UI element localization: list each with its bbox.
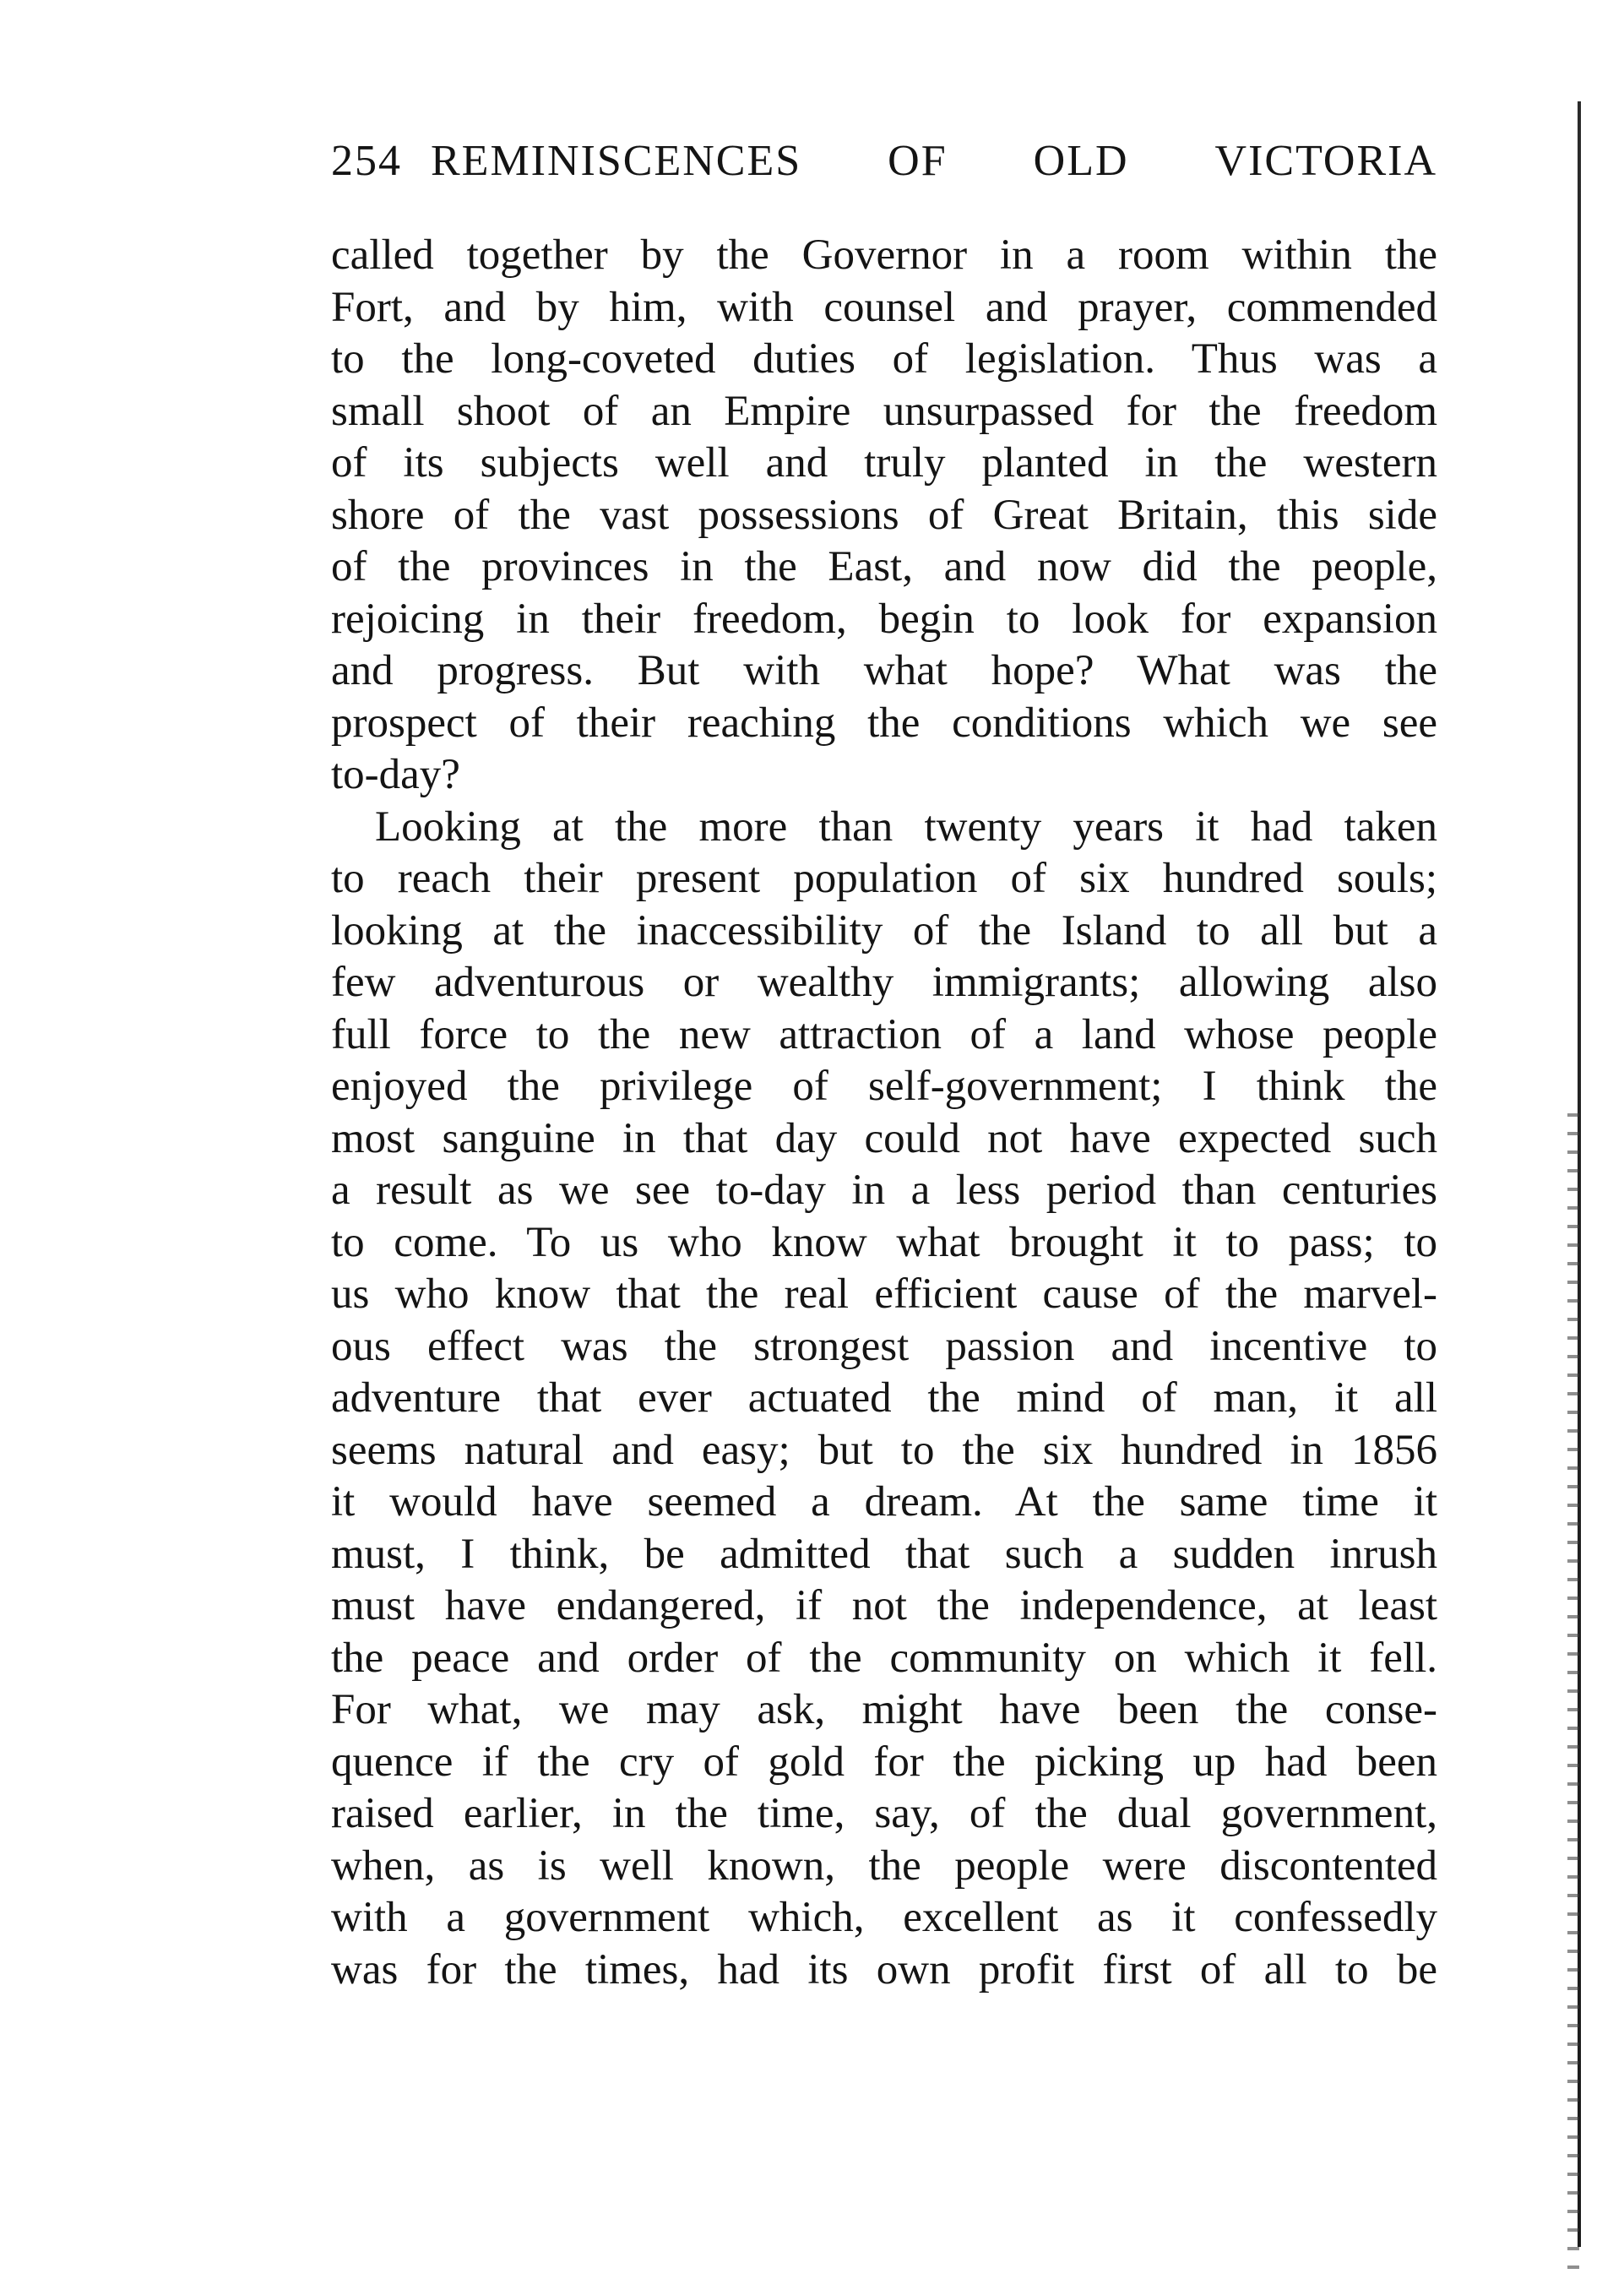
text-line: to-day? [331, 751, 460, 798]
text-line: the peace and order of the community on which it fell. [331, 1634, 1437, 1682]
page-number: 254 [331, 136, 402, 185]
text-line: when, as is well known, the people were discontented [331, 1841, 1437, 1890]
text-line: to come. To us who know what brought it to pass; to [331, 1218, 1437, 1266]
text-line: to the long-coveted duties of legislation. Thus was a [331, 335, 1437, 383]
text-line: raised earlier, in the time, say, of the dual government, [331, 1790, 1437, 1837]
text-line: of the provinces in the East, and now did the people, [331, 543, 1437, 590]
page-binding-shadow [1567, 1098, 1579, 2281]
text-line: full force to the new attraction of a land whose people [331, 1010, 1437, 1058]
text-line: small shoot of an Empire unsurpassed for the freedom [331, 387, 1437, 435]
text-line: seems natural and easy; but to the six hundred in 1856 [331, 1426, 1437, 1474]
text-line: must have endangered, if not the independence, at least [331, 1582, 1437, 1629]
text-line: adventure that ever actuated the mind of man, it all [331, 1374, 1437, 1422]
text-line: must, I think, be admitted that such a sudden inrush [331, 1530, 1437, 1578]
running-title-word: OF [888, 136, 948, 185]
text-line: and progress. But with what hope? What was the [331, 647, 1437, 694]
text-line: us who know that the real efficient cause of the marvel- [331, 1270, 1437, 1318]
body-text [331, 230, 1437, 1996]
text-line: was for the times, had its own profit first of all to be [331, 1945, 1437, 1994]
text-line: ous effect was the strongest passion and incentive to [331, 1322, 1437, 1370]
paragraph [331, 230, 1437, 802]
text-line: Fort, and by him, with counsel and prayer, commended [331, 283, 1437, 331]
text-line: For what, we may ask, might have been the conse- [331, 1686, 1437, 1733]
text-line: few adventurous or wealthy immigrants; allowing also [331, 959, 1437, 1006]
text-line: looking at the inaccessibility of the Island to all but a [331, 906, 1437, 955]
text-line: with a government which, excellent as it confessedly [331, 1894, 1437, 1941]
running-head [331, 127, 1437, 194]
running-title-word: OLD [1033, 136, 1129, 185]
text-line: it would have seemed a dream. At the same time it [331, 1478, 1437, 1526]
text-line: called together by the Governor in a room within the [331, 231, 1437, 279]
text-line: enjoyed the privilege of self-government; I think the [331, 1063, 1437, 1110]
text-line: rejoicing in their freedom, begin to look for expansion [331, 595, 1437, 643]
text-line: to reach their present population of six hundred souls; [331, 855, 1437, 902]
text-line: of its subjects well and truly planted in the western [331, 439, 1437, 487]
running-title [431, 136, 1437, 186]
paragraph [331, 802, 1437, 1997]
text-line: Looking at the more than twenty years it had taken [375, 802, 1437, 851]
running-title-word: REMINISCENCES [431, 136, 802, 185]
text-line: a result as we see to-day in a less period than centuries [331, 1167, 1437, 1214]
text-line: shore of the vast possessions of Great Britain, this side [331, 491, 1437, 539]
text-line: quence if the cry of gold for the picking up had been [331, 1738, 1437, 1786]
running-title-word: VICTORIA [1214, 136, 1437, 185]
text-line: most sanguine in that day could not have expected such [331, 1114, 1437, 1162]
text-line: prospect of their reaching the conditions which we see [331, 699, 1437, 747]
